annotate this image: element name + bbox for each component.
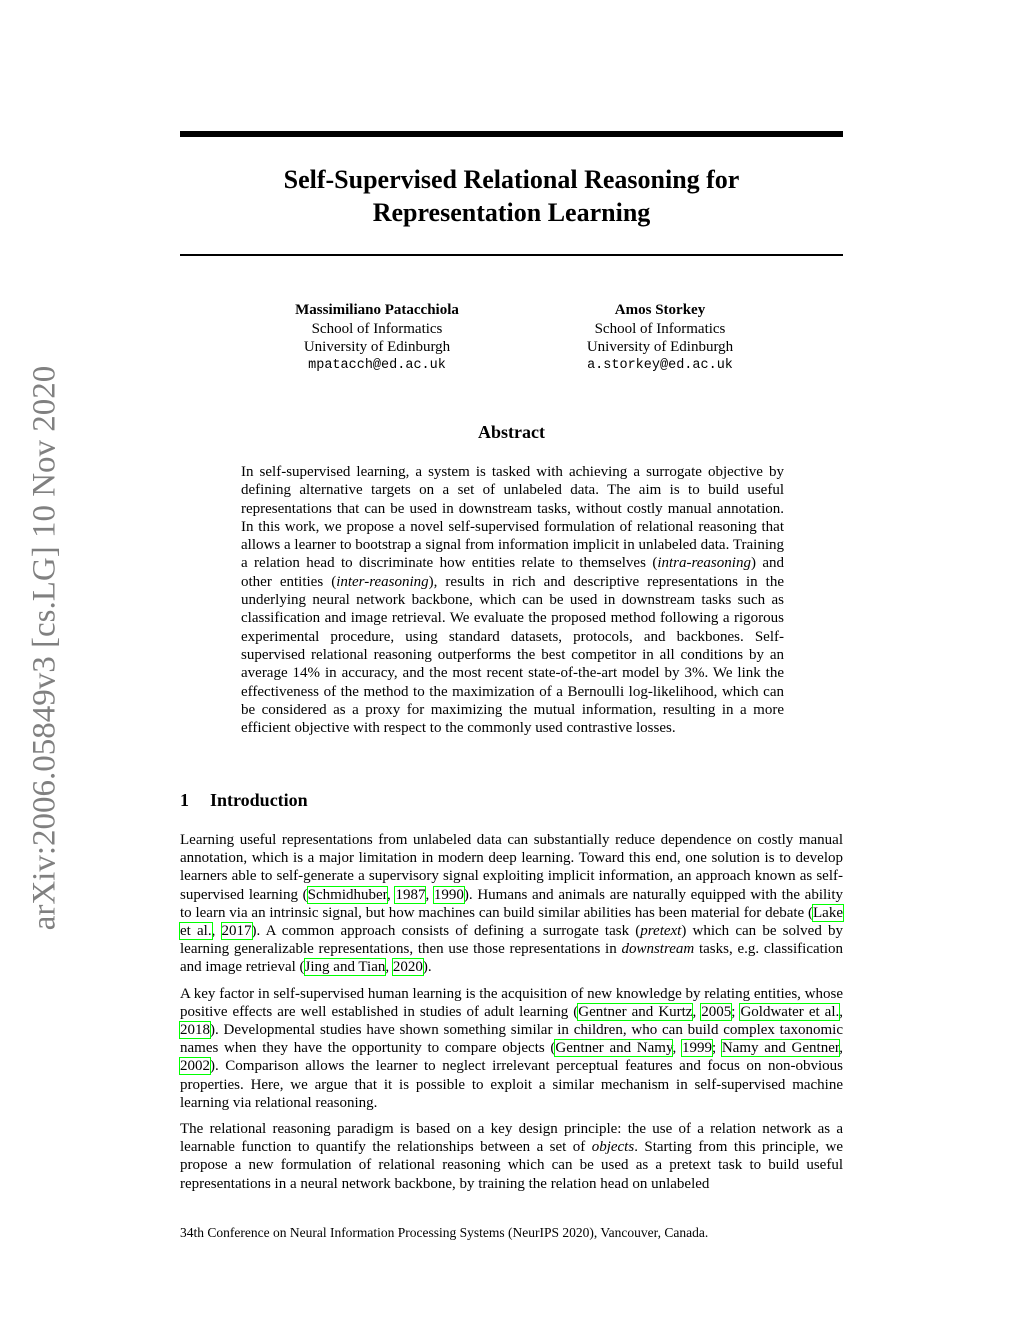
arxiv-stamp: arXiv:2006.05849v3 [cs.LG] 10 Nov 2020	[26, 365, 63, 931]
section-title: Introduction	[210, 790, 308, 810]
abstract-segment: ), results in rich and descriptive representations in the underlying neural network backbone, which can be used in downstream tasks such as classification and image retrieval. We evaluate the proposed method following a rigorous experimental procedure, using standard datasets, protocols, and backbones. Self-supervised relational reasoning outperforms the best competitor in all conditions by an average 14% in accuracy, and the most recent state-of-the-art model by 3%. We link the effectiveness of the method to the maximization of a Bernoulli log-likelihood, which can be considered as a proxy for maximizing the mutual information, resulting in a more efficient objective with respect to the commonly used contrastive losses.	[241, 573, 784, 737]
author-email[interactable]: mpatacch@ed.ac.uk	[308, 357, 446, 373]
paragraph	[180, 985, 843, 1112]
paragraph	[180, 831, 843, 977]
emphasis: objects	[591, 1139, 635, 1156]
text-segment: A key factor in self-supervised human learning is the acquisition of new knowledge by relating entities, whose positive effects are well established in studies of adult learning (	[180, 985, 843, 1020]
section-number: 1	[180, 790, 189, 810]
text-segment: ,	[385, 959, 393, 976]
text-segment: ). Comparison allows the learner to neglect irrelevant perceptual features and focus on non-obvious properties. Here, we argue that it is possible to exploit a similar mechanism in self-supervised machine learning via relational reasoning.	[180, 1058, 843, 1111]
text-segment: ,	[672, 1040, 682, 1057]
text-segment: ,	[692, 1003, 702, 1020]
abstract-emphasis: intra-reasoning	[657, 555, 751, 572]
text-segment: ,	[387, 886, 396, 903]
paper-title	[180, 163, 843, 229]
abstract-emphasis: inter-reasoning	[336, 573, 429, 590]
title-line-2: Representation Learning	[372, 198, 651, 227]
citation-link[interactable]: Namy and Gentner	[721, 1040, 840, 1057]
emphasis: pretext	[640, 923, 682, 940]
citation-link[interactable]: Jing and Tian	[304, 959, 386, 976]
citation-link[interactable]: 1987	[395, 886, 426, 903]
text-segment: ,	[211, 923, 222, 940]
author-university: University of Edinburgh	[303, 339, 451, 355]
citation-link[interactable]: 2017	[221, 923, 252, 940]
text-segment: ). A common approach consists of defining a surrogate task (	[251, 923, 641, 940]
author-university: University of Edinburgh	[586, 339, 734, 355]
text-segment: . Starting from this principle, we propose a new formulation of relational reasoning which can be used as a pretext task to build useful representations in a neural network backbone, by training the relation head on unlabeled	[180, 1139, 843, 1192]
text-segment: ;	[731, 1003, 741, 1020]
text-segment: ). Developmental studies have shown something similar in children, who can build complex taxonomic names when they have the opportunity to compare objects (	[180, 1022, 843, 1057]
emphasis: downstream	[621, 941, 695, 958]
conference-footnote: 34th Conference on Neural Information Processing Systems (NeurIPS 2020), Vancouver, Canada.	[180, 1225, 709, 1240]
author-block-1	[247, 301, 507, 375]
text-segment: ;	[711, 1040, 722, 1057]
title-bottom-rule	[180, 254, 843, 256]
citation-link[interactable]: Lake et al.	[180, 904, 843, 940]
text-segment: ).	[422, 959, 432, 976]
text-segment: ,	[839, 1040, 844, 1057]
citation-link[interactable]: Gentner and Kurtz	[578, 1003, 693, 1020]
author-name: Massimiliano Patacchiola	[295, 302, 459, 318]
title-top-rule	[180, 131, 843, 137]
citation-link[interactable]: Gentner and Namy	[555, 1040, 673, 1057]
introduction-body	[180, 831, 843, 1201]
author-block-2	[530, 301, 790, 375]
text-segment: tasks, e.g. classification and image retrieval (	[180, 941, 843, 976]
section-heading-introduction	[180, 790, 308, 811]
author-email[interactable]: a.storkey@ed.ac.uk	[587, 357, 733, 373]
abstract-segment: In self-supervised learning, a system is tasked with achieving a surrogate objective by defining alternative targets on a set of unlabeled data. The aim is to build useful representations that can be used in downstream tasks, without costly manual annotation. In this work, we propose a novel self-supervised formulation of relational reasoning that allows a learner to bootstrap a signal from information implicit in unlabeled data. Training a relation head to discriminate how entities relate to themselves (	[241, 464, 784, 572]
text-segment: ) which can be solved by learning generalizable representations, then use those representations in	[180, 923, 844, 958]
author-name: Amos Storkey	[614, 302, 706, 318]
citation-link[interactable]: Schmidhuber	[307, 886, 388, 903]
abstract-heading: Abstract	[478, 422, 545, 442]
author-department: School of Informatics	[311, 320, 443, 337]
text-segment: ). Humans and animals are naturally equipped with the ability to learn via an intrinsic signal, but how machines can build similar abilities has been material for debate (	[180, 886, 844, 921]
text-segment: ,	[425, 886, 434, 903]
paragraph	[180, 1120, 843, 1193]
citation-link[interactable]: 2018	[180, 1022, 210, 1039]
text-segment: The relational reasoning paradigm is based on a key design principle: the use of a relation network as a learnable function to quantify the relationships between a set of	[180, 1121, 843, 1156]
citation-link[interactable]: 1999	[681, 1040, 712, 1057]
citation-link[interactable]: 2002	[180, 1058, 210, 1075]
text-segment: ,	[839, 1003, 843, 1020]
citation-link[interactable]: Goldwater et al.	[740, 1003, 840, 1020]
abstract-text	[241, 463, 784, 737]
citation-link[interactable]: 2020	[392, 959, 423, 976]
text-segment: Learning useful representations from unlabeled data can substantially reduce dependence on costly manual annotation, which is a major limitation in modern deep learning. Toward this end, one solution is to develop learners able to self-generate a supervisory signal exploiting implicit information, an approach known as self-supervised learning (	[180, 832, 843, 903]
citation-link[interactable]: 2005	[701, 1003, 732, 1020]
citation-link[interactable]: 1990	[433, 886, 464, 903]
author-department: School of Informatics	[594, 320, 726, 337]
abstract-segment: ) and other entities (	[241, 555, 785, 590]
title-line-1: Self-Supervised Relational Reasoning for	[283, 165, 740, 194]
